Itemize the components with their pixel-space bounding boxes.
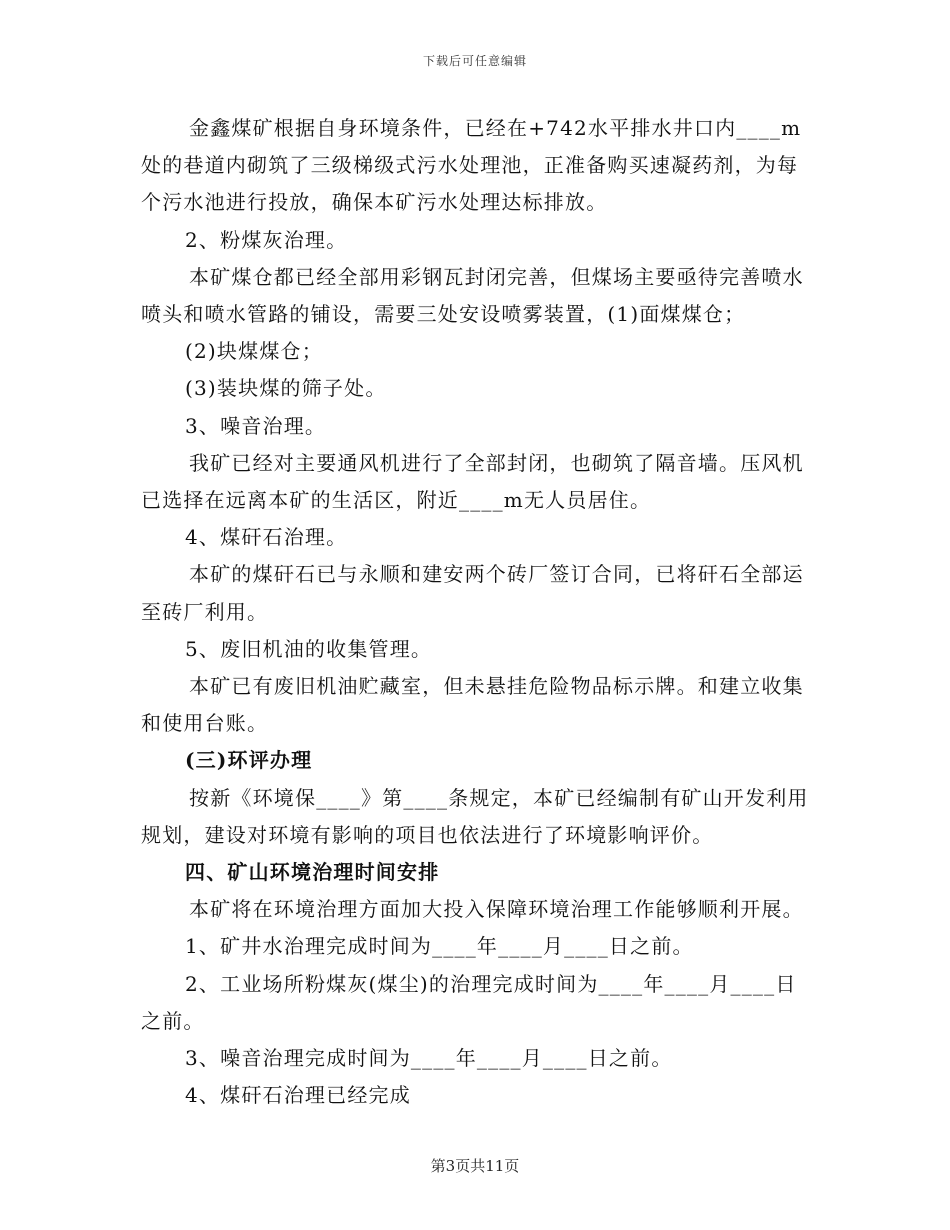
paragraph-gangue: 本矿的煤矸石已与永顺和建安两个砖厂签订合同，已将矸石全部运至砖厂利用。 bbox=[141, 562, 804, 624]
paragraph-water-treatment: 金鑫煤矿根据自身环境条件，已经在+742水平排水井口内____m处的巷道内砌筑了三级梯级式污水处理池，正准备购买速凝药剂，为每个污水池进行投放，确保本矿污水处理达标排放。 bbox=[141, 116, 802, 215]
paragraph-eia: 按新《环境保____》第____条规定，本矿已经编制有矿山开发利用规划，建设对环境有影响的项目也依法进行了环境影响评价。 bbox=[141, 785, 809, 847]
item-noise: 3、噪音治理。 bbox=[185, 413, 327, 438]
schedule-item-fly-ash: 2、工业场所粉煤灰(煤尘)的治理完成时间为____年____月____日之前。 bbox=[141, 971, 797, 1033]
item-fly-ash: 2、粉煤灰治理。 bbox=[185, 227, 348, 252]
paragraph-noise: 我矿已经对主要通风机进行了全部封闭，也砌筑了隔音墙。压风机已选择在远离本矿的生活区，附近____m无人员居住。 bbox=[141, 450, 804, 513]
schedule-item-mine-water: 1、矿井水治理完成时间为____年____月____日之前。 bbox=[185, 934, 694, 959]
sub-item-screen: (3)装块煤的筛子处。 bbox=[185, 376, 387, 401]
schedule-item-gangue: 4、煤矸石治理已经完成 bbox=[185, 1083, 411, 1108]
paragraph-schedule-intro: 本矿将在环境治理方面加大投入保障环境治理工作能够顺利开展。 bbox=[189, 897, 804, 922]
item-waste-oil: 5、废旧机油的收集管理。 bbox=[185, 636, 433, 661]
schedule-item-noise: 3、噪音治理完成时间为____年____月____日之前。 bbox=[185, 1046, 673, 1071]
page-number: 第3页共11页 bbox=[430, 1157, 520, 1175]
paragraph-waste-oil: 本矿已有废旧机油贮藏室，但未悬挂危险物品标示牌。和建立收集和使用台账。 bbox=[141, 674, 804, 736]
page-header-note: 下载后可任意编辑 bbox=[422, 54, 527, 68]
section-heading-schedule: 四、矿山环境治理时间安排 bbox=[185, 860, 440, 885]
sub-item-lump-coal: (2)块煤煤仓； bbox=[185, 339, 323, 364]
item-gangue: 4、煤矸石治理。 bbox=[185, 525, 348, 550]
section-heading-eia: (三)环评办理 bbox=[185, 748, 313, 773]
paragraph-coal-bunker: 本矿煤仓都已经全部用彩钢瓦封闭完善，但煤场主要亟待完善喷水喷头和喷水管路的铺设，需要三处安设喷雾装置，(1)面煤煤仓； bbox=[141, 264, 804, 327]
document-body bbox=[141, 110, 813, 1114]
